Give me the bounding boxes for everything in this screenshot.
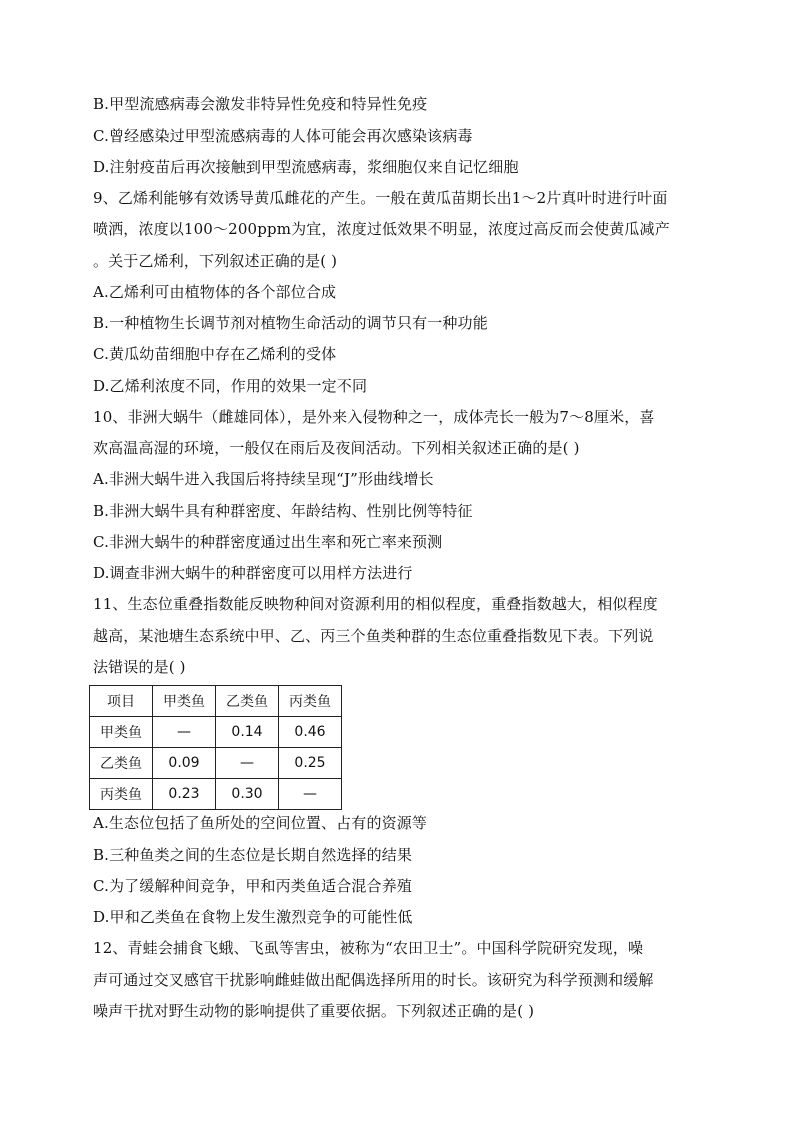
table-header-cell: 甲类鱼 [153, 686, 216, 717]
question-12-line-1: 12、青蛙会捕食飞蛾、飞虱等害虫，被称为“农田卫士”。中国科学院研究发现，噪 [93, 939, 644, 957]
option-9-a: A.乙烯利可由植物体的各个部位合成 [93, 283, 337, 301]
option-8-c: C.曾经感染过甲型流感病毒的人体可能会再次感染该病毒 [93, 127, 473, 145]
option-11-a: A.生态位包括了鱼所处的空间位置、占有的资源等 [93, 814, 428, 832]
table-cell: 0.25 [279, 748, 342, 779]
overlap-index-table [89, 685, 342, 810]
question-11-line-3: 法错误的是( ) [93, 658, 186, 676]
table-header-cell: 项目 [90, 686, 153, 717]
question-11-line-1: 11、生态位重叠指数能反映物种间对资源利用的相似程度，重叠指数越大，相似程度 [93, 595, 658, 613]
option-8-b: B.甲型流感病毒会激发非特异性免疫和特异性免疫 [93, 95, 428, 113]
table-cell: — [279, 779, 342, 810]
table-cell: 0.09 [153, 748, 216, 779]
table-header-cell: 乙类鱼 [216, 686, 279, 717]
option-11-b: B.三种鱼类之间的生态位是长期自然选择的结果 [93, 846, 413, 864]
option-11-c: C.为了缓解种间竞争，甲和丙类鱼适合混合养殖 [93, 877, 413, 895]
table-cell: — [153, 717, 216, 748]
option-10-c: C.非洲大蜗牛的种群密度通过出生率和死亡率来预测 [93, 533, 443, 551]
option-9-d: D.乙烯利浓度不同，作用的效果一定不同 [93, 377, 368, 395]
option-9-c: C.黄瓜幼苗细胞中存在乙烯利的受体 [93, 345, 337, 363]
question-11-line-2: 越高，某池塘生态系统中甲、乙、丙三个鱼类种群的生态位重叠指数见下表。下列说 [93, 627, 654, 645]
table-row [90, 748, 342, 779]
question-12-line-2: 声可通过交叉感官干扰影响雌蛙做出配偶选择所用的时长。该研究为科学预测和缓解 [93, 971, 654, 989]
table-header-row [90, 686, 342, 717]
table-cell: — [216, 748, 279, 779]
table-cell: 0.23 [153, 779, 216, 810]
table-header-cell: 丙类鱼 [279, 686, 342, 717]
table-row-label: 甲类鱼 [90, 717, 153, 748]
option-11-d: D.甲和乙类鱼在食物上发生激烈竞争的可能性低 [93, 908, 413, 926]
table-row [90, 779, 342, 810]
table-cell: 0.14 [216, 717, 279, 748]
option-9-b: B.一种植物生长调节剂对植物生命活动的调节只有一种功能 [93, 314, 488, 332]
option-8-d: D.注射疫苗后再次接触到甲型流感病毒，浆细胞仅来自记忆细胞 [93, 158, 519, 176]
question-12-line-3: 噪声干扰对野生动物的影响提供了重要依据。下列叙述正确的是( ) [93, 1002, 535, 1020]
question-9-line-1: 9、乙烯利能够有效诱导黄瓜雌花的产生。一般在黄瓜苗期长出1～2片真叶时进行叶面 [93, 189, 668, 207]
question-10-line-1: 10、非洲大蜗牛（雌雄同体），是外来入侵物种之一，成体壳长一般为7～8厘米，喜 [93, 408, 655, 426]
table-cell: 0.46 [279, 717, 342, 748]
option-10-a: A.非洲大蜗牛进入我国后将持续呈现“J”形曲线增长 [93, 470, 434, 488]
option-10-b: B.非洲大蜗牛具有种群密度、年龄结构、性别比例等特征 [93, 502, 473, 520]
table-row [90, 717, 342, 748]
question-10-line-2: 欢高温高湿的环境，一般仅在雨后及夜间活动。下列相关叙述正确的是( ) [93, 439, 580, 457]
option-10-d: D.调查非洲大蜗牛的种群密度可以用样方法进行 [93, 564, 413, 582]
table-cell: 0.30 [216, 779, 279, 810]
table-row-label: 乙类鱼 [90, 748, 153, 779]
question-9-line-2: 喷洒，浓度以100～200ppm为宜，浓度过低效果不明显，浓度过高反而会使黄瓜减产 [93, 220, 670, 238]
question-9-line-3: 。关于乙烯利，下列叙述正确的是( ) [93, 252, 338, 270]
table-row-label: 丙类鱼 [90, 779, 153, 810]
